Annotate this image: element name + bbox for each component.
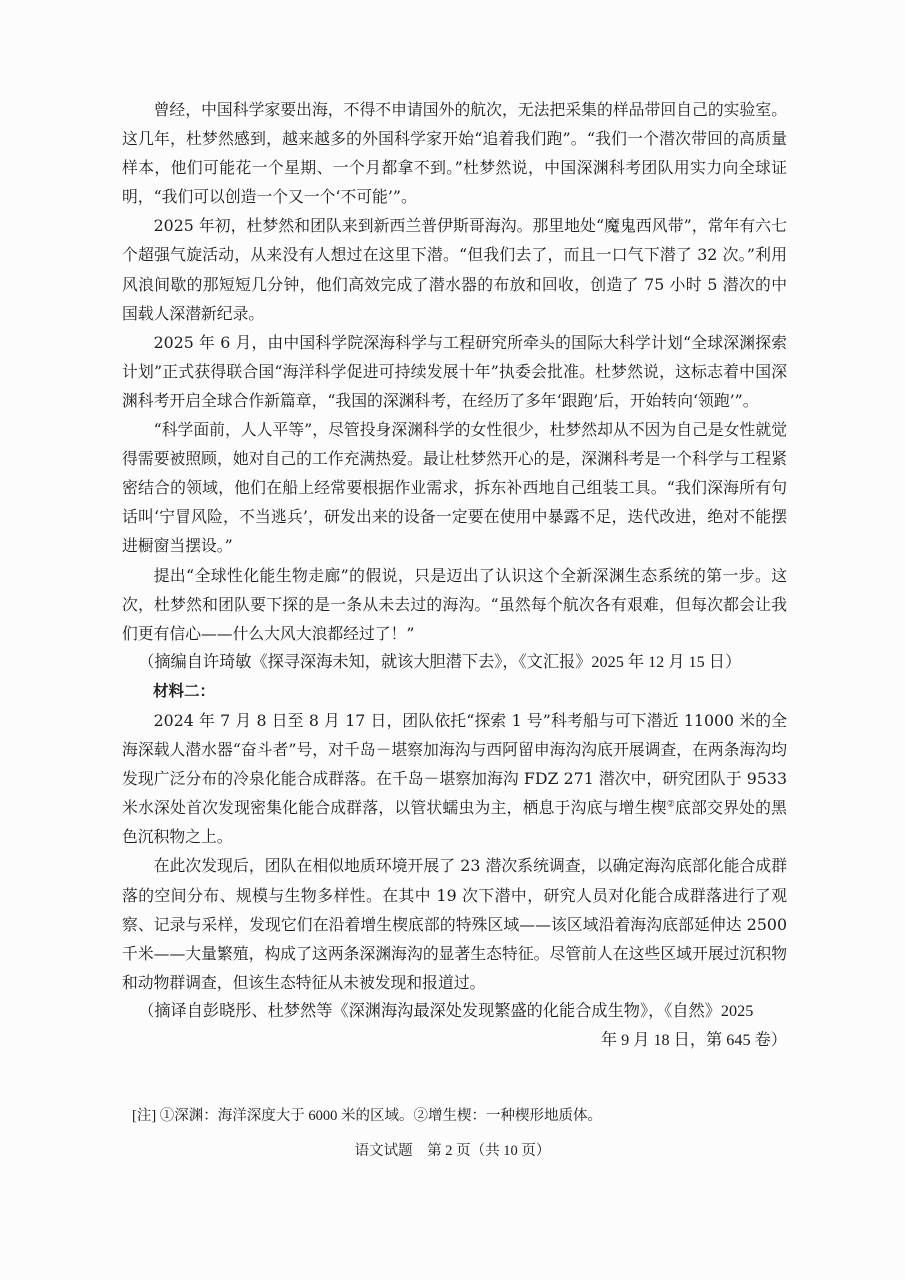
source-citation-1: （摘编自许琦敏《探寻深海未知，就该大胆潜下去》，《文汇报》2025 年 12 月 15 日）	[138, 652, 742, 671]
paragraph-4: “科学面前，人人平等”，尽管投身深渊科学的女性很少，杜梦然却从不因为自己是女性就觉得需要被照顾，她对自己的工作充满热爱。最让杜梦然开心的是，深渊科考是一个科学与工程紧密结合的领域，他们在船上经常要根据作业需求，拆东补西地自己组装工具。“我们深海所有句话叫‘宁冒风险，不当逃兵’，研发出来的设备一定要在使用中暴露不足，迭代改进，绝对不能摆进橱窗当摆设。”	[122, 420, 787, 556]
material-2-paragraph-1	[122, 706, 787, 851]
source-citation-2-continued: 年 9 月 18 日，第 645 卷）	[600, 1031, 787, 1049]
page-footer: 语文试题 第 2 页（共 10 页）	[354, 1143, 551, 1159]
material-2-paragraph-2: 在此次发现后，团队在相似地质环境开展了 23 潜次系统调查，以确定海沟底部化能合成群落的空间分布、规模与生物多样性。在其中 19 次下潜中，研究人员对化能合成群落进行了观察、记录与采样，发现它们在沿着增生楔底部的特殊区域——该区域沿着海沟底部延伸达 2500 千米——大量繁殖，构成了这两条深渊海沟的显著生态特征。尽管前人在这些区域开展过沉积物和动物群调查，但该生态特征从未被发现和报道过。	[122, 856, 787, 992]
footnote-marker: ②	[666, 799, 676, 810]
paragraph-1: 曾经，中国科学家要出海，不得不申请国外的航次，无法把采集的样品带回自己的实验室。这几年，杜梦然感到，越来越多的外国科学家开始“追着我们跑”。“我们一个潜次带回的高质量样本，他们可能花一个星期、一个月都拿不到。”杜梦然说，中国深渊科考团队用实力向全球证明，“我们可以创造一个又一个‘不可能’”。	[122, 100, 787, 207]
paragraph-2: 2025 年初，杜梦然和团队来到新西兰普伊斯哥海沟。那里地处“魔鬼西风带”，常年有六七个超强气旋活动，从来没有人想过在这里下潜。“但我们去了，而且一口气下潜了 32 次。”利用风浪间歇的那短短几分钟，他们高效完成了潜水器的布放和回收，创造了 75 小时 5 潜次的中国载人深潜新纪录。	[122, 216, 787, 323]
material-2-paragraph-1-text: 2024 年 7 月 8 日至 8 月 17 日，团队依托“探索 1 号”科考船与可下潜近 11000 米的全海深载人潜水器“奋斗者”号，对千岛－堪察加海沟与西阿留申海沟沟底开展调查，在两条海沟均发现广泛分布的冷泉化能合成群落。在千岛－堪察加海沟 FDZ 271 潜次中，研究团队于 9533 米水深处首次发现密集化能合成群落，以管状蠕虫为主，栖息于沟底与增生楔	[122, 710, 787, 818]
paragraph-3: 2025 年 6 月，由中国科学院深海科学与工程研究所牵头的国际大科学计划“全球深渊探索计划”正式获得联合国“海洋科学促进可持续发展十年”执委会批准。杜梦然说，这标志着中国深渊科考开启全球合作新篇章，“我国的深渊科考，在经历了多年‘跟跑’后，开始转向‘领跑’”。	[122, 332, 787, 410]
paragraph-5: 提出“全球性化能生物走廊”的假说，只是迈出了认识这个全新深渊生态系统的第一步。这次，杜梦然和团队要下探的是一条从未去过的海沟。“虽然每个航次各有艰难，但每次都会让我们更有信心——什么大风大浪都经过了！”	[122, 565, 787, 643]
material-2-paragraph-1-text-end: 底部交界处的黑色沉积物之上。	[122, 798, 787, 847]
footnotes: [注] ①深渊：海洋深度大于 6000 米的区域。②增生楔：一种楔形地质体。	[132, 1108, 603, 1124]
material-2-title: 材料二：	[153, 681, 216, 700]
source-citation-2: （摘译自彭晓彤、杜梦然等《深渊海沟最深处发现繁盛的化能合成生物》，《自然》2025	[138, 1001, 754, 1020]
article-body	[122, 95, 787, 1055]
